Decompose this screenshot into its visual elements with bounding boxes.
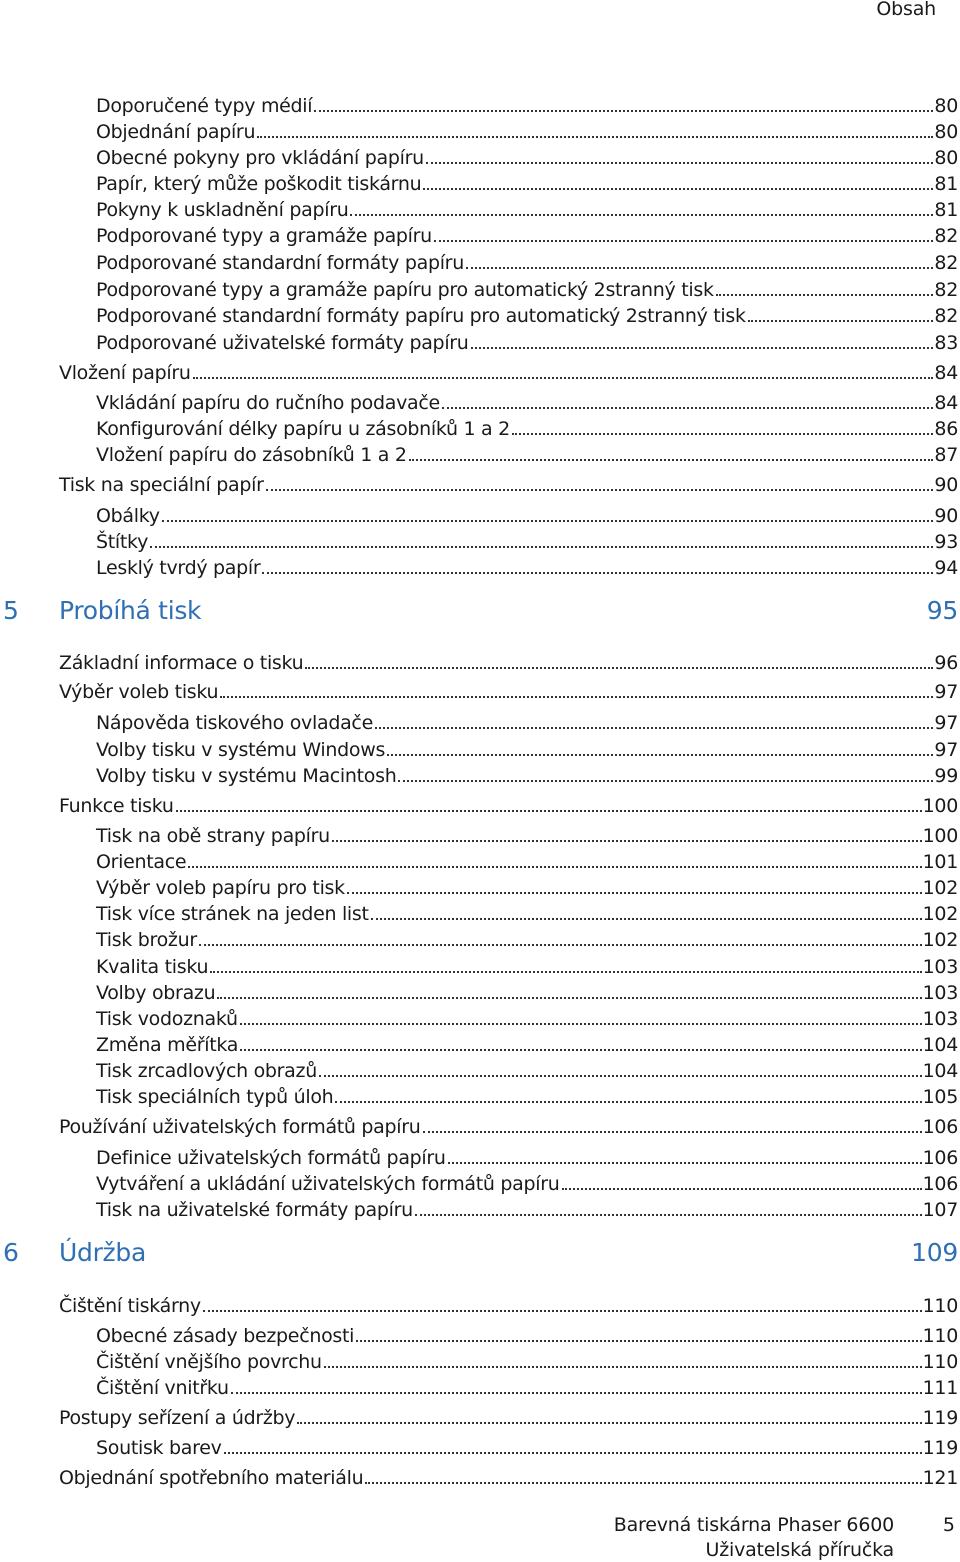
toc-entry-title: Čištění vnějšího povrchu bbox=[96, 1351, 322, 1373]
toc-entry[interactable] bbox=[96, 850, 958, 874]
toc-entry-page: 90 bbox=[934, 505, 958, 527]
toc-entry[interactable] bbox=[96, 443, 958, 467]
toc-entry-title: Výběr voleb papíru pro tisk bbox=[96, 877, 345, 899]
chapter-page: 109 bbox=[911, 1238, 958, 1267]
toc-entry-page: 81 bbox=[934, 173, 958, 195]
toc-dot-leader bbox=[240, 1049, 922, 1051]
toc-entry-title: Konfigurování délky papíru u zásobníků 1 a 2 bbox=[96, 418, 510, 440]
toc-entry[interactable] bbox=[96, 331, 958, 355]
toc-entry-page: 104 bbox=[922, 1060, 958, 1082]
toc-entry-title: Tisk vodoznaků bbox=[96, 1008, 238, 1030]
toc-entry-title: Pokyny k uskladnění papíru bbox=[96, 199, 349, 221]
toc-entry-title: Čištění tiskárny bbox=[59, 1295, 201, 1317]
toc-entry-page: 100 bbox=[922, 795, 958, 817]
toc-dot-leader bbox=[562, 1188, 922, 1190]
toc-dot-leader bbox=[512, 433, 934, 435]
toc-entry-title: Tisk speciálních typů úloh bbox=[96, 1086, 334, 1108]
toc-entry[interactable] bbox=[96, 504, 958, 528]
toc-entry[interactable] bbox=[59, 794, 958, 818]
toc-entry-title: Volby tisku v systému Macintosh bbox=[96, 765, 397, 787]
chapter-number: 6 bbox=[3, 1238, 19, 1267]
toc-entry[interactable] bbox=[96, 172, 958, 196]
toc-entry[interactable] bbox=[96, 251, 958, 275]
toc-entry-title: Volby obrazu bbox=[96, 982, 216, 1004]
toc-dot-leader bbox=[471, 347, 934, 349]
toc-dot-leader bbox=[217, 997, 921, 999]
toc-entry-page: 103 bbox=[922, 1008, 958, 1030]
toc-entry-page: 121 bbox=[922, 1467, 958, 1489]
footer-page-number: 5 bbox=[942, 1514, 955, 1536]
chapter-heading[interactable] bbox=[0, 1238, 958, 1270]
toc-entry[interactable] bbox=[59, 1466, 958, 1490]
toc-dot-leader bbox=[371, 918, 922, 920]
toc-dot-leader bbox=[423, 188, 933, 190]
toc-entry[interactable] bbox=[59, 1115, 958, 1139]
toc-dot-leader bbox=[220, 696, 933, 698]
toc-entry-title: Používání uživatelských formátů papíru bbox=[59, 1116, 421, 1138]
toc-entry-title: Objednání spotřebního materiálu bbox=[59, 1467, 364, 1489]
toc-dot-leader bbox=[314, 110, 933, 112]
toc-dot-leader bbox=[266, 489, 934, 491]
toc-entry-page: 99 bbox=[934, 765, 958, 787]
toc-entry-title: Funkce tisku bbox=[59, 795, 174, 817]
toc-entry-title: Kvalita tisku bbox=[96, 956, 209, 978]
toc-dot-leader bbox=[365, 1482, 921, 1484]
toc-entry[interactable] bbox=[96, 146, 958, 170]
toc-entry-page: 93 bbox=[934, 531, 958, 553]
toc-entry-page: 96 bbox=[934, 652, 958, 674]
toc-entry-page: 80 bbox=[934, 95, 958, 117]
toc-dot-leader bbox=[162, 520, 934, 522]
toc-entry-page: 101 bbox=[922, 851, 958, 873]
toc-entry[interactable] bbox=[96, 1350, 958, 1374]
toc-entry-page: 86 bbox=[934, 418, 958, 440]
toc-entry[interactable] bbox=[59, 1406, 958, 1430]
header-section-title: Obsah bbox=[876, 0, 936, 20]
toc-entry-page: 97 bbox=[934, 712, 958, 734]
toc-entry-page: 102 bbox=[922, 877, 958, 899]
toc-entry-page: 105 bbox=[922, 1086, 958, 1108]
toc-entry-title: Štítky bbox=[96, 531, 149, 553]
toc-entry-title: Tisk na uživatelské formáty papíru bbox=[96, 1199, 413, 1221]
toc-entry-title: Podporované standardní formáty papíru bbox=[96, 252, 464, 274]
toc-entry-page: 82 bbox=[934, 305, 958, 327]
toc-entry[interactable] bbox=[96, 1059, 958, 1083]
toc-dot-leader bbox=[448, 1162, 922, 1164]
toc-entry-page: 80 bbox=[934, 121, 958, 143]
toc-dot-leader bbox=[423, 1131, 922, 1133]
toc-entry-page: 94 bbox=[934, 557, 958, 579]
toc-entry-title: Podporované standardní formáty papíru pro automatický 2stranný tisk bbox=[96, 305, 746, 327]
toc-entry-page: 102 bbox=[922, 903, 958, 925]
toc-dot-leader bbox=[442, 407, 934, 409]
toc-entry-title: Čištění vnitřku bbox=[96, 1377, 229, 1399]
toc-dot-leader bbox=[240, 1023, 922, 1025]
toc-dot-leader bbox=[716, 294, 934, 296]
toc-entry[interactable] bbox=[96, 981, 958, 1005]
footer-product-name: Barevná tiskárna Phaser 6600 bbox=[613, 1514, 894, 1536]
toc-entry[interactable] bbox=[96, 391, 958, 415]
chapter-number: 5 bbox=[3, 596, 19, 625]
toc-entry[interactable] bbox=[96, 764, 958, 788]
toc-dot-leader bbox=[466, 267, 933, 269]
toc-entry[interactable] bbox=[96, 902, 958, 926]
toc-entry-title: Definice uživatelských formátů papíru bbox=[96, 1147, 446, 1169]
toc-entry-page: 100 bbox=[922, 825, 958, 847]
toc-entry-title: Lesklý tvrdý papír bbox=[96, 557, 261, 579]
toc-dot-leader bbox=[257, 136, 933, 138]
toc-dot-leader bbox=[347, 892, 922, 894]
toc-dot-leader bbox=[262, 572, 933, 574]
toc-entry-title: Tisk brožur bbox=[96, 929, 197, 951]
toc-entry-page: 106 bbox=[922, 1147, 958, 1169]
toc-dot-leader bbox=[748, 320, 934, 322]
toc-entry-title: Soutisk barev bbox=[96, 1437, 222, 1459]
toc-dot-leader bbox=[409, 459, 934, 461]
chapter-title: Údržba bbox=[59, 1238, 146, 1267]
toc-entry[interactable] bbox=[96, 198, 958, 222]
toc-entry-title: Tisk zrcadlových obrazů bbox=[96, 1060, 317, 1082]
toc-dot-leader bbox=[224, 1452, 922, 1454]
toc-entry-title: Vytváření a ukládání uživatelských formátů papíru bbox=[96, 1173, 560, 1195]
footer-guide-name: Uživatelská příručka bbox=[705, 1539, 894, 1561]
toc-dot-leader bbox=[319, 1075, 922, 1077]
toc-entry-title: Podporované typy a gramáže papíru pro automatický 2stranný tisk bbox=[96, 279, 714, 301]
toc-entry[interactable] bbox=[96, 1324, 958, 1348]
toc-entry-page: 104 bbox=[922, 1034, 958, 1056]
toc-entry[interactable] bbox=[96, 224, 958, 248]
toc-entry-page: 83 bbox=[934, 332, 958, 354]
toc-dot-leader bbox=[305, 667, 933, 669]
toc-entry-page: 97 bbox=[934, 739, 958, 761]
toc-entry-title: Obecné zásady bezpečnosti bbox=[96, 1325, 355, 1347]
toc-entry-page: 119 bbox=[922, 1407, 958, 1429]
toc-entry-page: 82 bbox=[934, 225, 958, 247]
toc-dot-leader bbox=[387, 754, 933, 756]
toc-entry-title: Nápověda tiskového ovladače bbox=[96, 712, 373, 734]
toc-entry-page: 106 bbox=[922, 1173, 958, 1195]
toc-entry[interactable] bbox=[96, 738, 958, 762]
toc-dot-leader bbox=[203, 1310, 922, 1312]
toc-entry-title: Doporučené typy médií bbox=[96, 95, 313, 117]
toc-dot-leader bbox=[415, 1214, 922, 1216]
toc-entry-page: 80 bbox=[934, 147, 958, 169]
toc-entry-title: Tisk na speciální papír bbox=[59, 474, 264, 496]
toc-dot-leader bbox=[356, 1340, 921, 1342]
toc-entry-page: 107 bbox=[922, 1199, 958, 1221]
chapter-page: 95 bbox=[926, 596, 958, 625]
toc-entry[interactable] bbox=[96, 1007, 958, 1031]
toc-entry-title: Podporované typy a gramáže papíru bbox=[96, 225, 432, 247]
toc-entry-page: 82 bbox=[934, 252, 958, 274]
toc-entry-page: 110 bbox=[922, 1295, 958, 1317]
toc-entry-page: 82 bbox=[934, 279, 958, 301]
toc-entry-title: Vkládání papíru do ručního podavače bbox=[96, 392, 440, 414]
chapter-title: Probíhá tisk bbox=[59, 596, 202, 625]
toc-entry-page: 102 bbox=[922, 929, 958, 951]
toc-dot-leader bbox=[332, 840, 922, 842]
toc-dot-leader bbox=[150, 546, 933, 548]
toc-entry[interactable] bbox=[96, 530, 958, 554]
toc-entry-title: Volby tisku v systému Windows bbox=[96, 739, 386, 761]
toc-entry[interactable] bbox=[96, 1376, 958, 1400]
toc-entry[interactable] bbox=[96, 1198, 958, 1222]
toc-dot-leader bbox=[375, 727, 933, 729]
toc-entry[interactable] bbox=[96, 556, 958, 580]
toc-dot-leader bbox=[210, 971, 921, 973]
toc-dot-leader bbox=[231, 1392, 922, 1394]
toc-entry[interactable] bbox=[96, 955, 958, 979]
toc-entry[interactable] bbox=[59, 651, 958, 675]
toc-entry-page: 90 bbox=[934, 474, 958, 496]
toc-entry-page: 81 bbox=[934, 199, 958, 221]
toc-entry-page: 103 bbox=[922, 982, 958, 1004]
toc-entry[interactable] bbox=[96, 1085, 958, 1109]
toc-entry-title: Tisk více stránek na jeden list bbox=[96, 903, 369, 925]
toc-entry-title: Obálky bbox=[96, 505, 160, 527]
toc-entry-title: Postupy seřízení a údržby bbox=[59, 1407, 296, 1429]
toc-entry-page: 87 bbox=[934, 444, 958, 466]
toc-entry-page: 110 bbox=[922, 1351, 958, 1373]
toc-entry[interactable] bbox=[59, 361, 958, 385]
toc-entry-page: 119 bbox=[922, 1437, 958, 1459]
toc-entry-title: Podporované uživatelské formáty papíru bbox=[96, 332, 469, 354]
toc-dot-leader bbox=[350, 214, 933, 216]
toc-dot-leader bbox=[426, 162, 934, 164]
toc-entry-page: 84 bbox=[934, 362, 958, 384]
toc-dot-leader bbox=[324, 1366, 922, 1368]
toc-entry-page: 97 bbox=[934, 681, 958, 703]
toc-entry-page: 84 bbox=[934, 392, 958, 414]
toc-entry[interactable] bbox=[59, 680, 958, 704]
toc-entry[interactable] bbox=[96, 278, 958, 302]
toc-entry[interactable] bbox=[96, 876, 958, 900]
toc-entry[interactable] bbox=[96, 94, 958, 118]
toc-entry[interactable] bbox=[96, 1146, 958, 1170]
toc-entry[interactable] bbox=[96, 304, 958, 328]
toc-dot-leader bbox=[193, 377, 934, 379]
toc-entry-title: Vložení papíru do zásobníků 1 a 2 bbox=[96, 444, 407, 466]
toc-dot-leader bbox=[434, 240, 934, 242]
toc-entry[interactable] bbox=[96, 928, 958, 952]
toc-dot-leader bbox=[176, 810, 922, 812]
toc-entry[interactable] bbox=[96, 711, 958, 735]
toc-entry[interactable] bbox=[96, 417, 958, 441]
toc-dot-leader bbox=[297, 1422, 921, 1424]
toc-entry-title: Tisk na obě strany papíru bbox=[96, 825, 330, 847]
chapter-heading[interactable] bbox=[0, 596, 958, 628]
toc-entry-page: 103 bbox=[922, 956, 958, 978]
toc-entry-title: Výběr voleb tisku bbox=[59, 681, 219, 703]
toc-entry-title: Obecné pokyny pro vkládání papíru bbox=[96, 147, 424, 169]
toc-dot-leader bbox=[199, 944, 922, 946]
toc-entry-page: 111 bbox=[922, 1377, 958, 1399]
toc-dot-leader bbox=[398, 780, 933, 782]
toc-dot-leader bbox=[188, 866, 921, 868]
toc-entry-title: Objednání papíru bbox=[96, 121, 256, 143]
toc-entry[interactable] bbox=[59, 473, 958, 497]
toc-entry-title: Orientace bbox=[96, 851, 187, 873]
toc-entry[interactable] bbox=[96, 1436, 958, 1460]
toc-entry[interactable] bbox=[96, 1033, 958, 1057]
toc-entry-title: Papír, který může poškodit tiskárnu bbox=[96, 173, 422, 195]
toc-entry[interactable] bbox=[96, 1172, 958, 1196]
toc-entry-title: Základní informace o tisku bbox=[59, 652, 304, 674]
toc-entry[interactable] bbox=[96, 120, 958, 144]
toc-entry-title: Změna měřítka bbox=[96, 1034, 239, 1056]
toc-entry[interactable] bbox=[96, 824, 958, 848]
toc-entry-page: 110 bbox=[922, 1325, 958, 1347]
toc-dot-leader bbox=[335, 1101, 921, 1103]
toc-entry-page: 106 bbox=[922, 1116, 958, 1138]
toc-entry[interactable] bbox=[59, 1294, 958, 1318]
toc-entry-title: Vložení papíru bbox=[59, 362, 191, 384]
